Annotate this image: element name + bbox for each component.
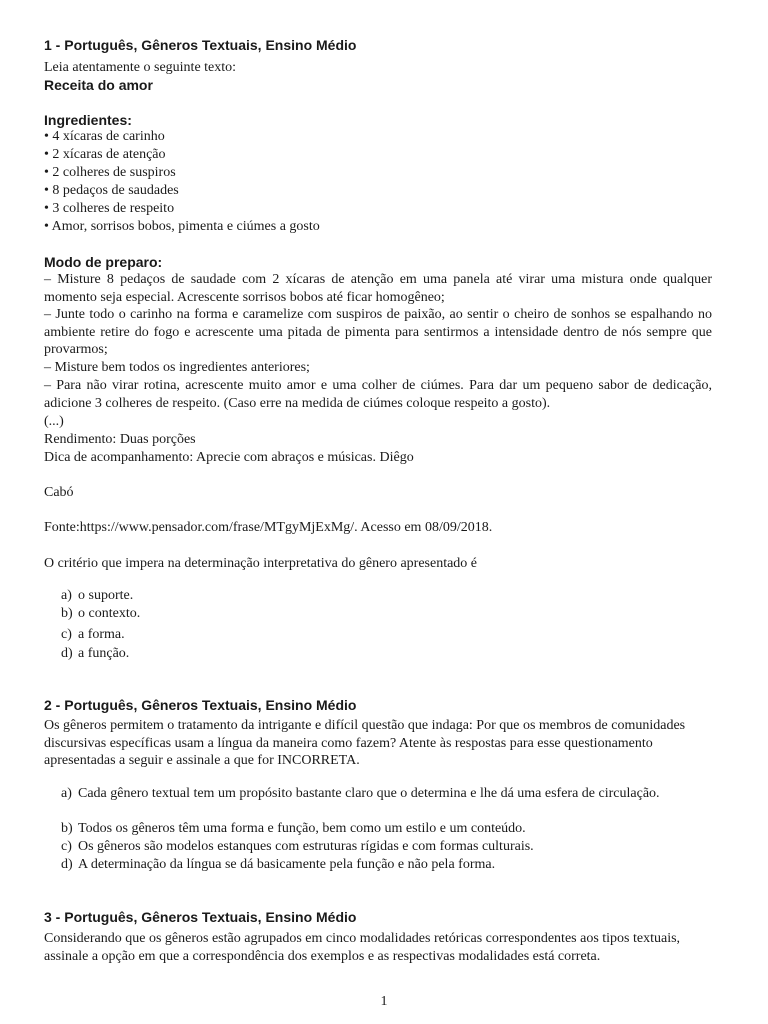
method-step-4: – Para não virar rotina, acrescente muito amor e uma colher de ciúmes. Para dar um pequeno sabor de dedicação, adicione 3 colheres de respeito. (Caso erre na medida de ciúmes coloque respeito a gosto). bbox=[44, 378, 712, 411]
recipe-tip: Dica de acompanhamento: Aprecie com abraços e músicas. Diêgo bbox=[44, 450, 414, 465]
option-letter: c) bbox=[61, 839, 72, 854]
q1-option-a[interactable] bbox=[61, 587, 133, 605]
q2-option-a[interactable] bbox=[61, 785, 698, 802]
author-end: Cabó bbox=[44, 485, 74, 500]
ingredients-list bbox=[44, 128, 320, 236]
q2-option-b[interactable] bbox=[61, 820, 526, 838]
method-step-2: – Junte todo o carinho na forma e caramelize com suspiros de paixão, ao sentir o cheiro de sonhos se espalhando no ambiente retire do fogo e acrescente uma pitada de pimenta para sentirmos a intensidade dentro de nós sempre que provarmos; bbox=[44, 307, 712, 358]
q2-option-c[interactable] bbox=[61, 838, 534, 856]
q1-intro: Leia atentamente o seguinte texto: bbox=[44, 60, 237, 75]
option-letter: c) bbox=[61, 627, 72, 642]
option-text: Os gêneros são modelos estanques com estruturas rígidas e com formas culturais. bbox=[78, 839, 534, 854]
method-heading: Modo de preparo: bbox=[44, 254, 163, 270]
question-1-title: 1 - Português, Gêneros Textuais, Ensino Médio bbox=[44, 37, 357, 53]
q1-question: O critério que impera na determinação interpretativa do gênero apresentado é bbox=[44, 556, 478, 571]
q1-option-b[interactable] bbox=[61, 605, 140, 623]
option-letter: d) bbox=[61, 857, 73, 872]
option-letter: b) bbox=[61, 606, 73, 621]
recipe-title: Receita do amor bbox=[44, 77, 153, 93]
q1-option-c[interactable] bbox=[61, 626, 125, 644]
option-text: a forma. bbox=[78, 627, 125, 642]
q1-option-d[interactable] bbox=[61, 645, 129, 663]
list-item: • 2 xícaras de atenção bbox=[44, 147, 166, 162]
option-letter: a) bbox=[61, 588, 72, 603]
q2-option-d[interactable] bbox=[61, 856, 495, 874]
option-letter: d) bbox=[61, 646, 73, 661]
option-letter: b) bbox=[61, 821, 73, 836]
list-item: • 4 xícaras de carinho bbox=[44, 129, 165, 144]
option-text: o suporte. bbox=[78, 588, 134, 603]
option-text: Todos os gêneros têm uma forma e função, bem como um estilo e um conteúdo. bbox=[78, 821, 526, 836]
option-text: A determinação da língua se dá basicamente pela função e não pela forma. bbox=[78, 857, 496, 872]
method-step-3: – Misture bem todos os ingredientes anteriores; bbox=[44, 360, 310, 375]
question-3-title: 3 - Português, Gêneros Textuais, Ensino Médio bbox=[44, 909, 357, 925]
source-citation: Fonte:https://www.pensador.com/frase/MTgyMjExMg/. Acesso em 08/09/2018. bbox=[44, 520, 493, 535]
ellipsis: (...) bbox=[44, 414, 64, 429]
list-item: • Amor, sorrisos bobos, pimenta e ciúmes a gosto bbox=[44, 219, 320, 234]
list-item: • 2 colheres de suspiros bbox=[44, 165, 176, 180]
ingredients-heading: Ingredientes: bbox=[44, 112, 132, 128]
option-letter: a) bbox=[61, 786, 72, 801]
recipe-yield: Rendimento: Duas porções bbox=[44, 432, 196, 447]
list-item: • 8 pedaços de saudades bbox=[44, 183, 179, 198]
q2-statement: Os gêneros permitem o tratamento da intrigante e difícil questão que indaga: Por que os membros de comunidades discursivas específicas usam a língua da maneira como fazem? Atente às respostas para esse questionamento apresentadas a seguir e assinale a que for INCORRETA. bbox=[44, 718, 686, 769]
q3-statement: Considerando que os gêneros estão agrupados em cinco modalidades retóricas correspondentes aos tipos textuais, assinale a opção em que a correspondência dos exemplos e as respectivas modalidades está correta. bbox=[44, 931, 681, 964]
option-text: a função. bbox=[78, 646, 130, 661]
list-item: • 3 colheres de respeito bbox=[44, 201, 175, 216]
method-step-1: – Misture 8 pedaços de saudade com 2 xícaras de atenção em uma panela até virar uma mistura onde qualquer momento seja especial. Acrescente sorrisos bobos até ficar homogêneo; bbox=[44, 272, 712, 305]
page-number: 1 bbox=[380, 994, 388, 1009]
option-text: Cada gênero textual tem um propósito bastante claro que o determina e lhe dá uma esfera de circulação. bbox=[78, 786, 660, 801]
question-2-title: 2 - Português, Gêneros Textuais, Ensino Médio bbox=[44, 697, 357, 713]
option-text: o contexto. bbox=[78, 606, 141, 621]
